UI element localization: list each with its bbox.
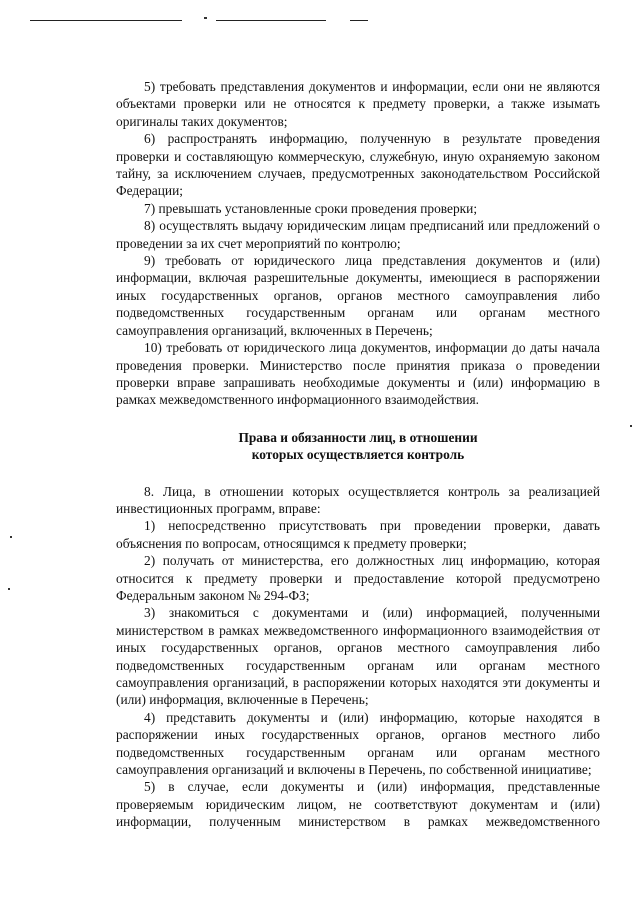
paragraph-clause-8: 8. Лица, в отношении которых осуществляется контроль за реализацией инвестиционных программ, вправе: — [116, 483, 600, 516]
scan-mark — [10, 536, 12, 538]
section-heading-line-1: Права и обязанности лиц, в отношении — [238, 429, 478, 445]
paragraph-right-1: 1) непосредственно присутствовать при проведении проверки, давать объяснения по вопросам, относящимся к предмету проверки; — [116, 518, 600, 551]
paragraph-restriction-7: 7) превышать установленные сроки проведения проверки; — [144, 200, 478, 216]
top-border-line — [30, 20, 182, 21]
paragraph-right-3: 3) знакомиться с документами и (или) информацией, полученными министерством в рамках межведомственного информационного взаимодействия от иных государственных органов, органов местного самоуправления либо подведомственных государственным органам или органам местного самоуправления организаций, в распоряжении которых находятся эти документы и (или) информация, включенные в Перечень; — [116, 605, 600, 708]
document-body — [116, 78, 600, 831]
paragraph-right-4: 4) представить документы и (или) информацию, которые находятся в распоряжении иных государственных органов, органов местного либо подведомственных государственным органам или органам местного самоуправления организаций и включены в Перечень, по собственной инициативе; — [116, 709, 600, 778]
scan-mark — [630, 425, 632, 427]
top-border-line — [216, 20, 326, 21]
section-heading — [116, 429, 600, 464]
top-border-line — [350, 20, 368, 21]
scan-mark — [204, 17, 207, 19]
paragraph-restriction-6: 6) распространять информацию, полученную в результате проведения проверки и составляющую коммерческую, служебную, иную охраняемую законом тайну, за исключением случаев, предусмотренных законодательством Российской Федерации; — [116, 131, 600, 199]
paragraph-right-2: 2) получать от министерства, его должностных лиц информацию, которая относится к предмету проверки и предоставление которой предусмотрено Федеральным законом № 294-ФЗ; — [116, 553, 600, 603]
section-heading-line-2: которых осуществляется контроль — [251, 447, 465, 463]
paragraph-right-5: 5) в случае, если документы и (или) информация, представленные проверяемым юридическим лицом, не соответствуют документам и (или) информации, полученным министерством в рамках межведомственного — [116, 779, 600, 830]
scan-mark — [8, 588, 10, 590]
paragraph-restriction-9: 9) требовать от юридического лица представления документов и (или) информации, включая разрешительные документы, имеющиеся в распоряжении иных государственных органов, органов местного самоуправления либо подведомственных государственным органам или органам местного самоуправления организаций, включенных в Перечень; — [116, 253, 600, 338]
paragraph-restriction-5: 5) требовать представления документов и информации, если они не являются объектами проверки или не относятся к предмету проверки, а также изымать оригиналы таких документов; — [116, 79, 600, 129]
paragraph-restriction-8: 8) осуществлять выдачу юридическим лицам предписаний или предложений о проведении за их счет мероприятий по контролю; — [116, 218, 600, 251]
paragraph-restriction-10: 10) требовать от юридического лица документов, информации до даты начала проведения проверки. Министерство после принятия приказа о проведении проверки вправе запрашивать необходимые документы и (или) информацию в рамках межведомственного информационного взаимодействия. — [116, 340, 600, 408]
